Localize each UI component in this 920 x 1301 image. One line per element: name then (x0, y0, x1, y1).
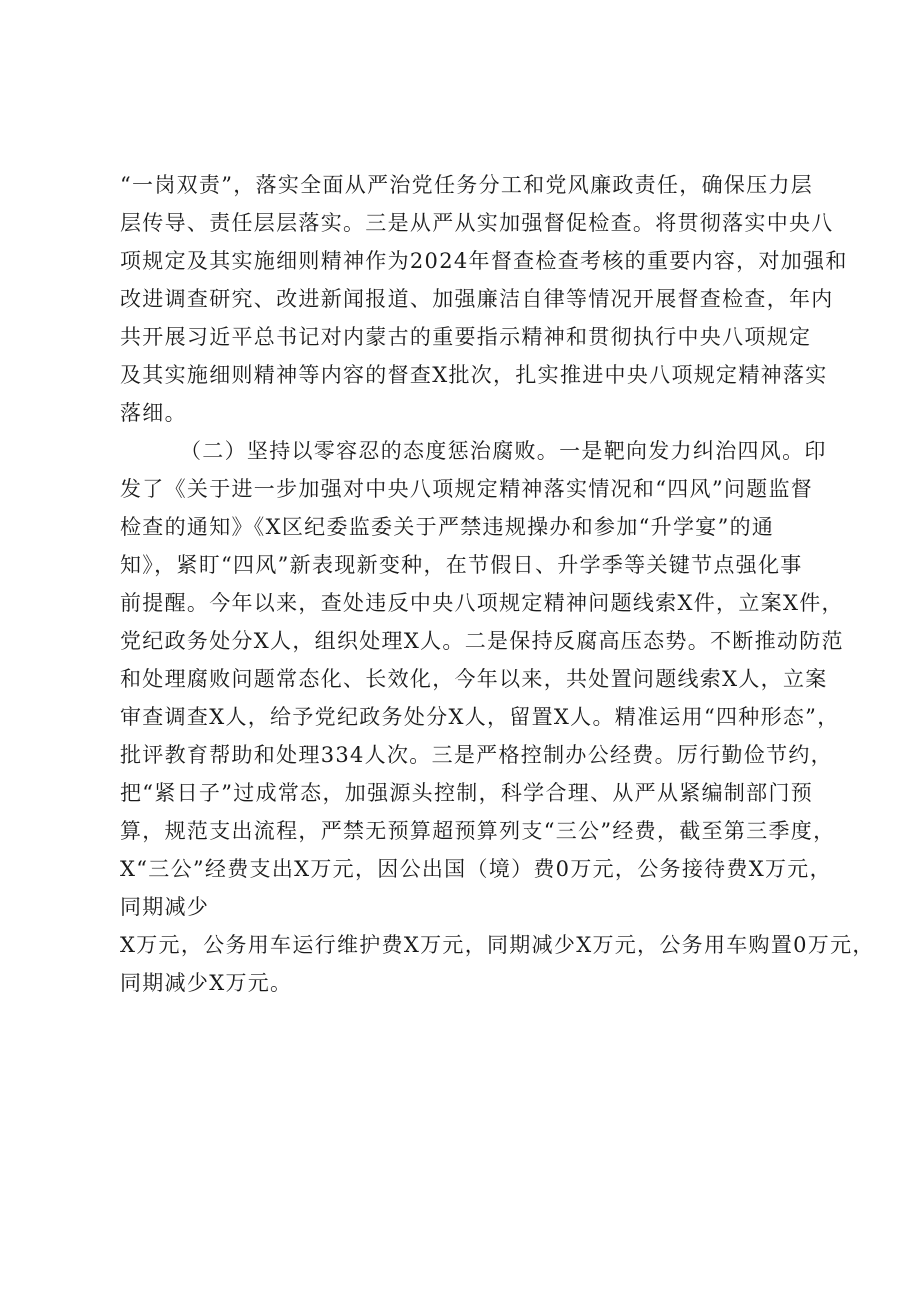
text-line: 同期减少 (120, 895, 210, 919)
body-text (120, 166, 875, 1002)
text-line: 发了《关于进一步加强对中央八项规定精神落实情况和“四风”问题监督 (120, 477, 814, 501)
text-line: 及其实施细则精神等内容的督查X批次，扎实推进中央八项规定精神落实 (120, 363, 828, 387)
text-line: 检查的通知》《X区纪委监委关于严禁违规操办和参加“升学宴”的通 (120, 515, 775, 539)
text-line: “一岗双责”，落实全面从严治党任务分工和党风廉政责任，确保压力层 (120, 173, 814, 197)
text-line: 审查调查X人，给予党纪政务处分X人，留置X人。精准运用“四种形态”， (120, 705, 840, 729)
text-line: 知》，紧盯“四风”新表现新变种，在节假日、升学季等关键节点强化事 (120, 553, 803, 577)
text-line: 共开展习近平总书记对内蒙古的重要指示精神和贯彻执行中央八项规定 (120, 325, 812, 349)
text-line: 同期减少X万元。 (120, 971, 293, 995)
text-line: 党纪政务处分X人，组织处理X人。二是保持反腐高压态势。不断推动防范 (120, 629, 844, 653)
text-line: 落细。 (120, 401, 187, 425)
text-line: 改进调查研究、改进新闻报道、加强廉洁自律等情况开展督查检查，年内 (120, 287, 834, 311)
text-line: 批评教育帮助和处理334人次。三是严格控制办公经费。厉行勤俭节约， (120, 743, 833, 767)
text-line: 和处理腐败问题常态化、长效化，今年以来，共处置问题线索X人，立案 (120, 667, 828, 691)
text-line: X万元，公务用车运行维护费X万元，同期减少X万元，公务用车购置0万元， (120, 933, 875, 957)
text-line: X“三公”经费支出X万元，因公出国（境）费0万元，公务接待费X万元， (120, 857, 832, 881)
text-line: 算，规范支出流程，严禁无预算超预算列支“三公”经费，截至第三季度， (120, 819, 836, 843)
section-heading-line: （二）坚持以零容忍的态度惩治腐败。一是靶向发力纠治四风。印 (180, 439, 827, 463)
text-line: 把“紧日子”过成常态，加强源头控制，科学合理、从严从紧编制部门预 (120, 781, 814, 805)
text-line: 项规定及其实施细则精神作为2024年督查检查考核的重要内容，对加强和 (120, 249, 848, 273)
text-line: 前提醒。今年以来，查处违反中央八项规定精神问题线索X件，立案X件， (120, 591, 844, 615)
text-line: 层传导、责任层层落实。三是从严从实加强督促检查。将贯彻落实中央八 (120, 211, 834, 235)
